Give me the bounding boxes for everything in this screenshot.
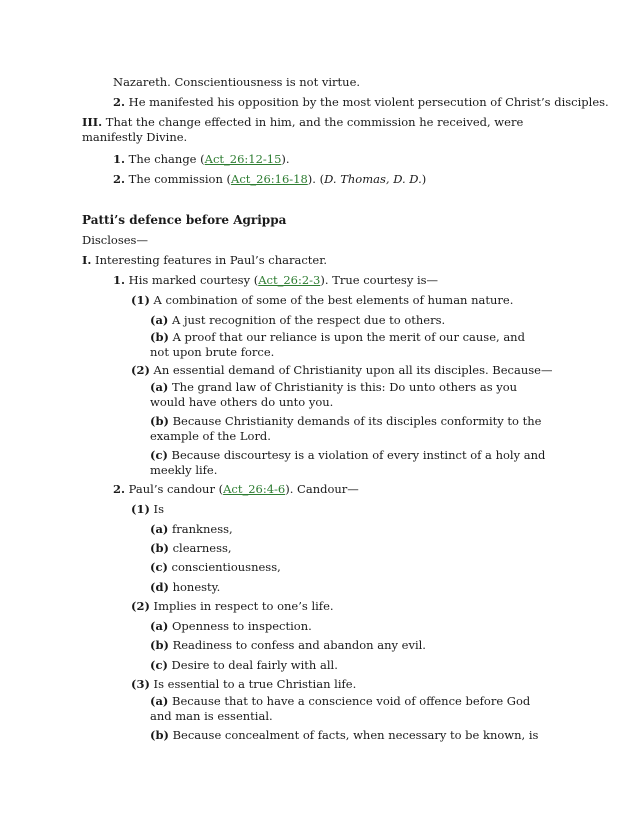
list-item bbox=[131, 363, 552, 378]
item-text: Because concealment of facts, when necessary to be known, is bbox=[168, 728, 539, 742]
list-item bbox=[150, 522, 233, 537]
item-text: Is bbox=[149, 502, 164, 516]
item-marker: (a) bbox=[150, 694, 169, 708]
item-text: frankness, bbox=[168, 522, 233, 536]
section-heading: Patti’s defence before Agrippa bbox=[82, 213, 287, 227]
list-item bbox=[131, 677, 356, 692]
scripture-link[interactable]: Act_26:16-18 bbox=[231, 172, 308, 186]
item-text: A just recognition of the respect due to others. bbox=[168, 313, 446, 327]
list-item bbox=[150, 541, 232, 556]
list-item: 2. The commission (Act_26:16-18). (D. Thomas, D. D.) bbox=[113, 172, 427, 186]
item-marker: 2. bbox=[113, 172, 126, 186]
item-marker: (3) bbox=[131, 677, 150, 691]
list-item bbox=[131, 293, 513, 308]
list-item: 1. The change (Act_26:12-15). bbox=[113, 152, 290, 166]
item-marker: (a) bbox=[150, 313, 169, 327]
item-marker: (b) bbox=[150, 414, 169, 428]
list-item bbox=[150, 580, 220, 595]
list-item bbox=[131, 502, 164, 517]
item-marker: (b) bbox=[150, 330, 169, 344]
list-item: 1. His marked courtesy (Act_26:2-3). True courtesy is— bbox=[113, 273, 439, 287]
item-marker: (b) bbox=[150, 541, 169, 555]
item-marker: 2. bbox=[113, 482, 126, 496]
section-marker: I. bbox=[82, 253, 92, 267]
item-marker: (c) bbox=[150, 448, 168, 462]
text-line: Discloses— bbox=[82, 233, 148, 247]
item-marker: (c) bbox=[150, 658, 168, 672]
scripture-link[interactable]: Act_26:2-3 bbox=[258, 273, 321, 287]
list-item bbox=[150, 638, 426, 653]
item-text: He manifested his opposition by the most violent persecution of Christ’s disciples. bbox=[125, 95, 609, 109]
list-item bbox=[131, 599, 334, 614]
item-text: clearness, bbox=[168, 541, 232, 555]
list-item bbox=[150, 313, 445, 328]
item-marker: (2) bbox=[131, 599, 150, 613]
item-text: A proof that our reliance is upon the merit of our cause, and not upon brute force. bbox=[150, 330, 525, 359]
item-marker: 2. bbox=[113, 95, 126, 109]
list-item bbox=[150, 414, 550, 444]
item-marker: (b) bbox=[150, 728, 169, 742]
item-marker: 1. bbox=[113, 152, 126, 166]
author-name: D. Thomas, D. D. bbox=[324, 172, 422, 186]
item-marker: (1) bbox=[131, 293, 150, 307]
text-line: Nazareth. Conscientiousness is not virtue. bbox=[113, 75, 361, 89]
item-text: Openness to inspection. bbox=[168, 619, 312, 633]
item-text: Desire to deal fairly with all. bbox=[167, 658, 338, 672]
item-text: A combination of some of the best elements of human nature. bbox=[149, 293, 514, 307]
list-item bbox=[150, 694, 550, 724]
item-marker: (d) bbox=[150, 580, 169, 594]
section-text: That the change effected in him, and the commission he received, were manifestly Divine. bbox=[82, 115, 524, 144]
item-text: Readiness to confess and abandon any evil. bbox=[168, 638, 426, 652]
section-item bbox=[82, 115, 552, 145]
list-item bbox=[113, 95, 609, 110]
section-item bbox=[82, 253, 327, 268]
list-item bbox=[150, 330, 545, 360]
item-text: The grand law of Christianity is this: Do unto others as you would have others do unto you. bbox=[150, 380, 518, 409]
item-text: conscientiousness, bbox=[167, 560, 281, 574]
item-marker: (a) bbox=[150, 380, 169, 394]
item-text: Implies in respect to one’s life. bbox=[149, 599, 334, 613]
list-item bbox=[150, 380, 545, 410]
section-text: Interesting features in Paul’s character. bbox=[91, 253, 328, 267]
item-text: honesty. bbox=[168, 580, 221, 594]
item-text: Because Christianity demands of its disciples conformity to the example of the Lord. bbox=[150, 414, 542, 443]
item-marker: (2) bbox=[131, 363, 150, 377]
item-text: Because that to have a conscience void of offence before God and man is essential. bbox=[150, 694, 531, 723]
list-item bbox=[150, 728, 538, 743]
item-text: An essential demand of Christianity upon all its disciples. Because— bbox=[149, 363, 553, 377]
item-marker: (c) bbox=[150, 560, 168, 574]
item-marker: 1. bbox=[113, 273, 126, 287]
list-item bbox=[150, 560, 281, 575]
list-item: 2. Paul’s candour (Act_26:4-6). Candour— bbox=[113, 482, 359, 496]
item-text: Is essential to a true Christian life. bbox=[149, 677, 357, 691]
list-item bbox=[150, 448, 550, 478]
scripture-link[interactable]: Act_26:4-6 bbox=[223, 482, 286, 496]
item-marker: (a) bbox=[150, 619, 169, 633]
item-marker: (1) bbox=[131, 502, 150, 516]
item-marker: (b) bbox=[150, 638, 169, 652]
section-marker: III. bbox=[82, 115, 103, 129]
list-item bbox=[150, 619, 312, 634]
list-item bbox=[150, 658, 338, 673]
scripture-link[interactable]: Act_26:12-15 bbox=[204, 152, 282, 166]
item-text: Because discourtesy is a violation of every instinct of a holy and meekly life. bbox=[150, 448, 546, 477]
item-marker: (a) bbox=[150, 522, 169, 536]
